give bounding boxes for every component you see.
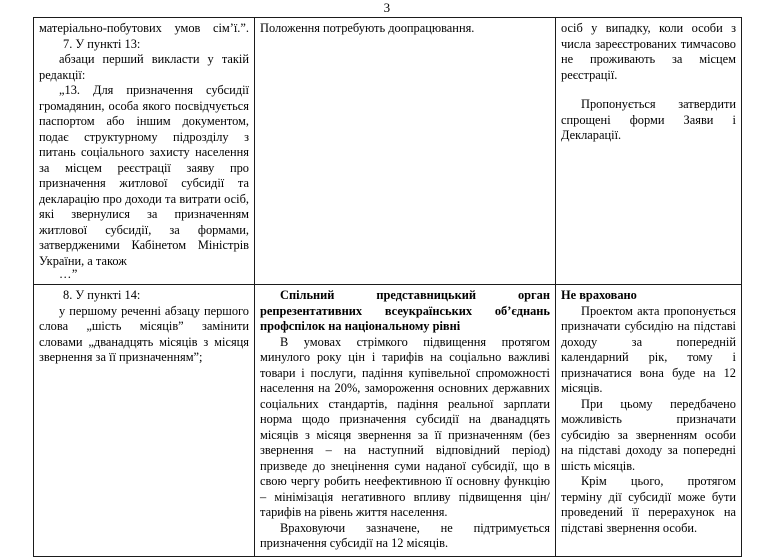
table-row [34,18,742,285]
paragraph: 7. У пункті 13: [63,36,141,51]
table-row [34,285,742,557]
paragraph: осіб у випадку, коли особи з числа зареєстрованих тимчасово не проживають за місцем реєстрації. [561,21,736,82]
table-cell-comment [255,18,556,285]
comparison-table [33,17,742,557]
paragraph: матеріально-побутових умов сім’ї.”. [39,21,249,35]
paragraph: Проектом акта пропонується призначати субсидію на підставі доходу за попередній календарний рік, тому і призначатися вона буде на 12 місяців. [561,303,736,395]
paragraph: у першому реченні абзацу першого слова „шість місяців” замінити словами „дванадцять місяців з місяця звернення за її призначенням”; [39,303,249,364]
paragraph: абзаци перший викласти у такій редакції: [39,52,249,82]
table-cell-conclusion [556,18,742,285]
paragraph: При цьому передбачено можливість призначати субсидію за зверненням особи на підставі доходу за попередні шість місяців. [561,396,736,473]
comment-author-heading: Спільний представницький орган репрезентативних всеукраїнських об’єднань профспілок на національному рівні [260,288,550,333]
paragraph: Пропонується затвердити спрощені форми Заяви і Декларації. [561,97,736,142]
paragraph-ellipsis: …” [59,267,78,281]
paragraph-spacer [561,83,736,97]
paragraph: Враховуючи зазначене, не підтримується призначення субсидії на 12 місяців. [260,520,550,550]
paragraph: „13. Для призначення субсидії громадянин, особа якого посвідчується паспортом або іншим документом, подає структурному підрозділу з питань соціального захисту населення за місцем реєстрації заяву про призначення житлової субсидії та декларацію про доходи та витрати осіб, які звернулися за призначенням житлової субсидії, за формами, затвердженими Кабінетом Міністрів України, а також [39,83,249,268]
conclusion-status-heading: Не враховано [561,288,637,302]
paragraph: В умовах стрімкого підвищення протягом минулого року цін і тарифів на соціально важливі товари і послуги, падіння купівельної спроможності населення на 20%, замороження основних державних соціальних стандартів, падіння реальної зарплати норма щодо призначення субсидії на дванадцять місяців з місяця звернення за її призначенням (без звернення – на наступний відповідний період) призведе до знецінення суми наданої субсидії, що в свою чергу робить неефективною її основну функцію – мінімізація негативного впливу підвищення цін/тарифів на рівень життя населення. [260,334,550,519]
paragraph: Крім цього, протягом терміну дії субсидії може бути проведений її перерахунок на підставі звернення особи. [561,474,736,535]
table-cell-proposed-text [34,285,255,557]
paragraph: 8. У пункті 14: [63,288,141,302]
paragraph: Положення потребують доопрацювання. [260,21,475,35]
table-cell-comment [255,285,556,557]
table-cell-conclusion [556,285,742,557]
page-number: 3 [383,0,391,15]
table-cell-proposed-text [34,18,255,285]
